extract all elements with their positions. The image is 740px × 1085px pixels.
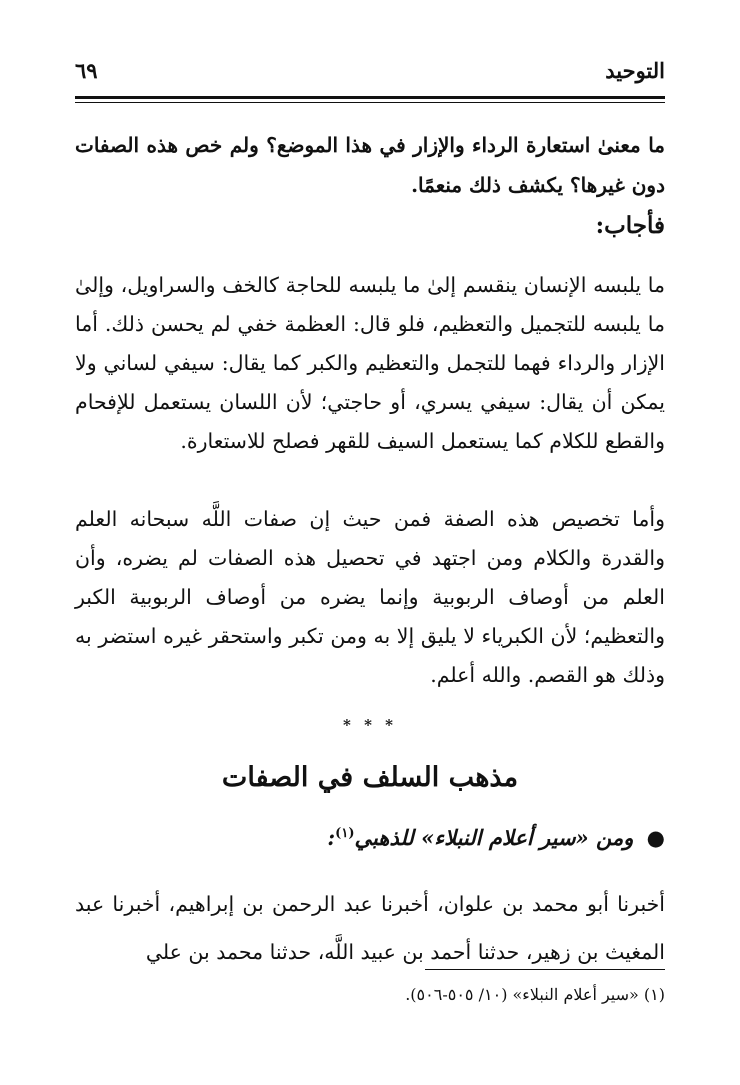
paragraph-3: أخبرنا أبو محمد بن علوان، أخبرنا عبد الرحمن بن إبراهيم، أخبرنا عبد المغيث بن زهير، حدثنا أحمد بن عبيد اللَّه، حدثنا محمد بن علي [75, 892, 665, 964]
source-colon: : [327, 825, 336, 850]
paragraph-1: ما يلبسه الإنسان ينقسم إلىٰ ما يلبسه للحاجة كالخف والسراويل، وإلىٰ ما يلبسه للتجميل والتعظيم، فلو قال: العظمة خفي لم يحسن ذلك. أما الإزار والرداء فهما للتجمل والتعظيم والكبر كما يقال: سيفي لساني ولا يمكن أن يقال: سيفي يسري، أو حاجتي؛ لأن اللسان يستعمل للإفحام والقطع للكلام كما يستعمل السيف للقهر فصلح للاستعارة. [75, 273, 665, 453]
footnote: (١) «سير أعلام النبلاء» (١٠/ ٥٠٥-٥٠٦). [405, 985, 665, 1004]
question-text: ما معنىٰ استعارة الرداء والإزار في هذا الموضع؟ ولم خص هذه الصفات دون غيرها؟ يكشف ذلك منعمًا. [75, 133, 665, 197]
source-text: ومن «سير أعلام النبلاء» للذهبي [354, 825, 634, 850]
header-rule-thin [75, 102, 665, 103]
paragraph-2: وأما تخصيص هذه الصفة فمن حيث إن صفات اللَّه سبحانه العلم والقدرة والكلام ومن اجتهد في تحصيل هذه الصفات لم يضره، وأن العلم من أوصاف الربوبية وإنما يضره من أوصاف الربوبية الكبر والتعظيم؛ لأن الكبرياء لا يليق إلا به ومن تكبر واستحقر غيره استضر به وذلك هو القصم. والله أعلم. [75, 507, 665, 687]
bullet-icon: ● [646, 825, 665, 850]
section-heading: مذهب السلف في الصفات [221, 762, 519, 793]
page-number: ٦٩ [75, 58, 98, 83]
source-line [75, 825, 665, 850]
footnote-ref: (١) [335, 826, 355, 841]
running-title: التوحيد [605, 58, 665, 83]
footnote-rule [425, 969, 665, 970]
header-rule-thick [75, 96, 665, 99]
answer-label: فأجاب: [595, 212, 665, 239]
section-separator: * * * [343, 716, 397, 734]
page-header [75, 58, 665, 88]
